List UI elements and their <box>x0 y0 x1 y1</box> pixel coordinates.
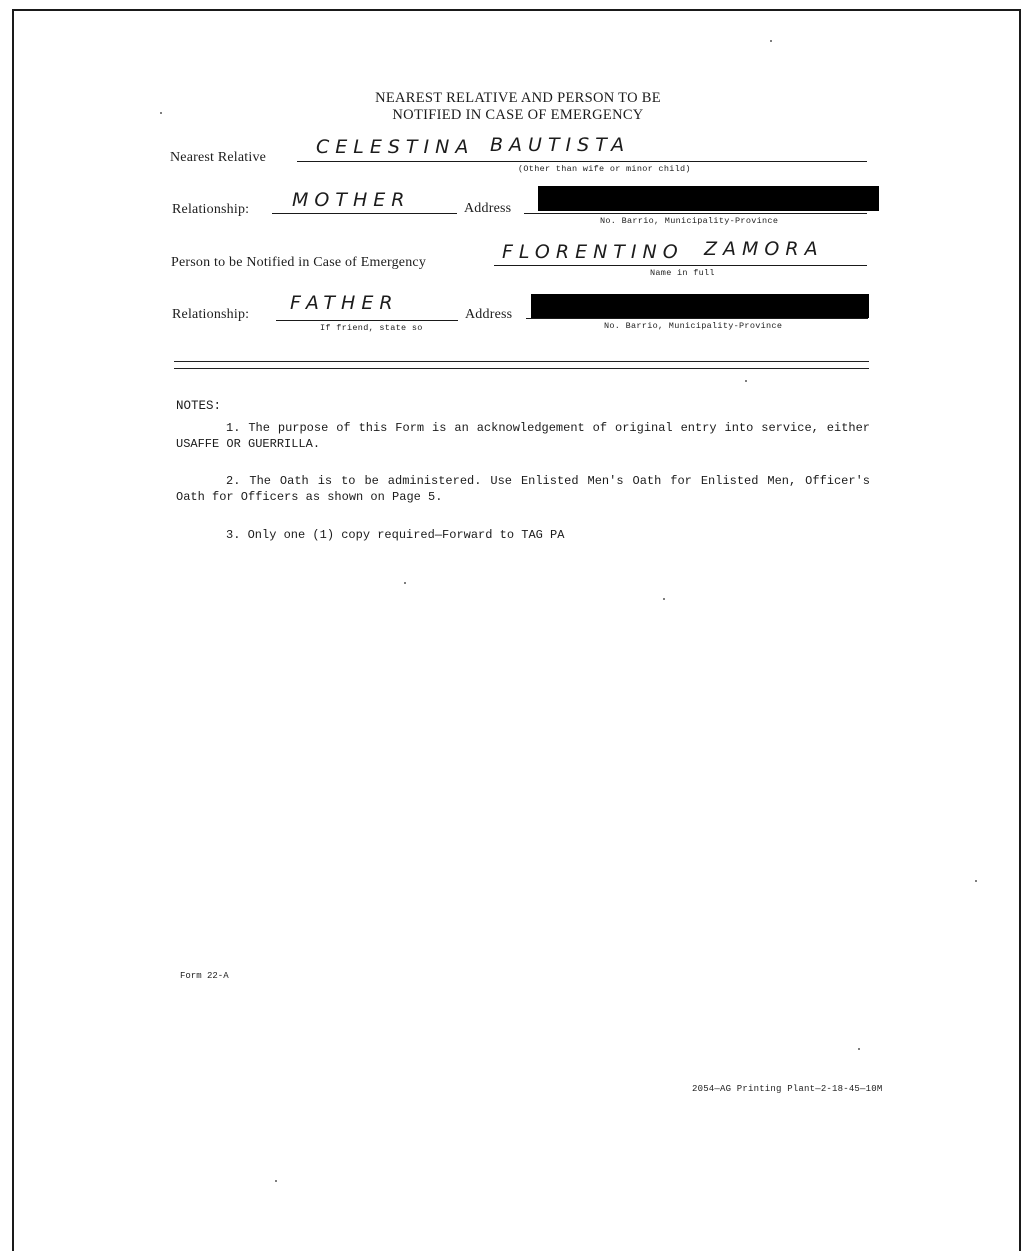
nearest-relative-first-name: CELESTINA <box>316 136 475 158</box>
emergency-person-line <box>494 265 867 266</box>
relationship-2-line <box>276 320 458 321</box>
note-1 <box>176 420 870 452</box>
form-number: Form 22-A <box>180 971 229 981</box>
address-1-label: Address <box>464 201 512 216</box>
address-2-redaction <box>531 294 869 318</box>
nearest-relative-caption: (Other than wife or minor child) <box>518 164 691 174</box>
printing-info: 2054—AG Printing Plant—2-18-45—10M <box>692 1084 883 1094</box>
form-title-line-1: NEAREST RELATIVE AND PERSON TO BE <box>375 90 661 106</box>
nearest-relative-line <box>297 161 867 162</box>
emergency-person-first-name: FLORENTINO <box>502 241 684 263</box>
note-3-text: 3. Only one (1) copy required—Forward to TAG PA <box>226 528 565 542</box>
address-2-caption: No. Barrio, Municipality-Province <box>604 321 783 331</box>
scan-speck <box>770 40 772 42</box>
relationship-1-label: Relationship: <box>172 202 250 217</box>
note-2-text: 2. The Oath is to be administered. Use Enlisted Men's Oath for Enlisted Men, Officer's Oath for Officers as shown on Page 5. <box>176 474 870 504</box>
separator-line-bottom <box>174 368 869 369</box>
relationship-2-caption: If friend, state so <box>320 323 423 333</box>
notes-heading: NOTES: <box>176 399 222 413</box>
form-title-line-2: NOTIFIED IN CASE OF EMERGENCY <box>392 107 644 123</box>
scan-speck <box>745 380 747 382</box>
address-2-line <box>526 318 868 319</box>
nearest-relative-label: Nearest Relative <box>170 150 267 165</box>
relationship-2-label: Relationship: <box>172 307 250 322</box>
scan-speck <box>275 1180 277 1182</box>
emergency-person-last-name: ZAMORA <box>704 238 824 260</box>
note-2 <box>176 473 870 505</box>
scan-speck <box>663 598 665 600</box>
nearest-relative-last-name: BAUTISTA <box>490 134 631 156</box>
relationship-1-line <box>272 213 457 214</box>
scan-speck <box>975 880 977 882</box>
scan-speck <box>404 582 406 584</box>
address-1-caption: No. Barrio, Municipality-Province <box>600 216 779 226</box>
note-1-text: 1. The purpose of this Form is an acknowledgement of original entry into service, either USAFFE OR GUERRILLA. <box>176 421 870 451</box>
emergency-person-label: Person to be Notified in Case of Emergency <box>171 255 427 270</box>
scan-speck <box>858 1048 860 1050</box>
scan-speck <box>160 112 162 114</box>
address-1-line <box>524 213 867 214</box>
relationship-1-value: MOTHER <box>292 189 411 211</box>
note-3 <box>176 527 870 543</box>
separator-line-top <box>174 361 869 362</box>
relationship-2-value: FATHER <box>290 292 399 314</box>
emergency-person-caption: Name in full <box>650 268 715 278</box>
address-1-redaction <box>538 186 879 211</box>
address-2-label: Address <box>465 307 513 322</box>
